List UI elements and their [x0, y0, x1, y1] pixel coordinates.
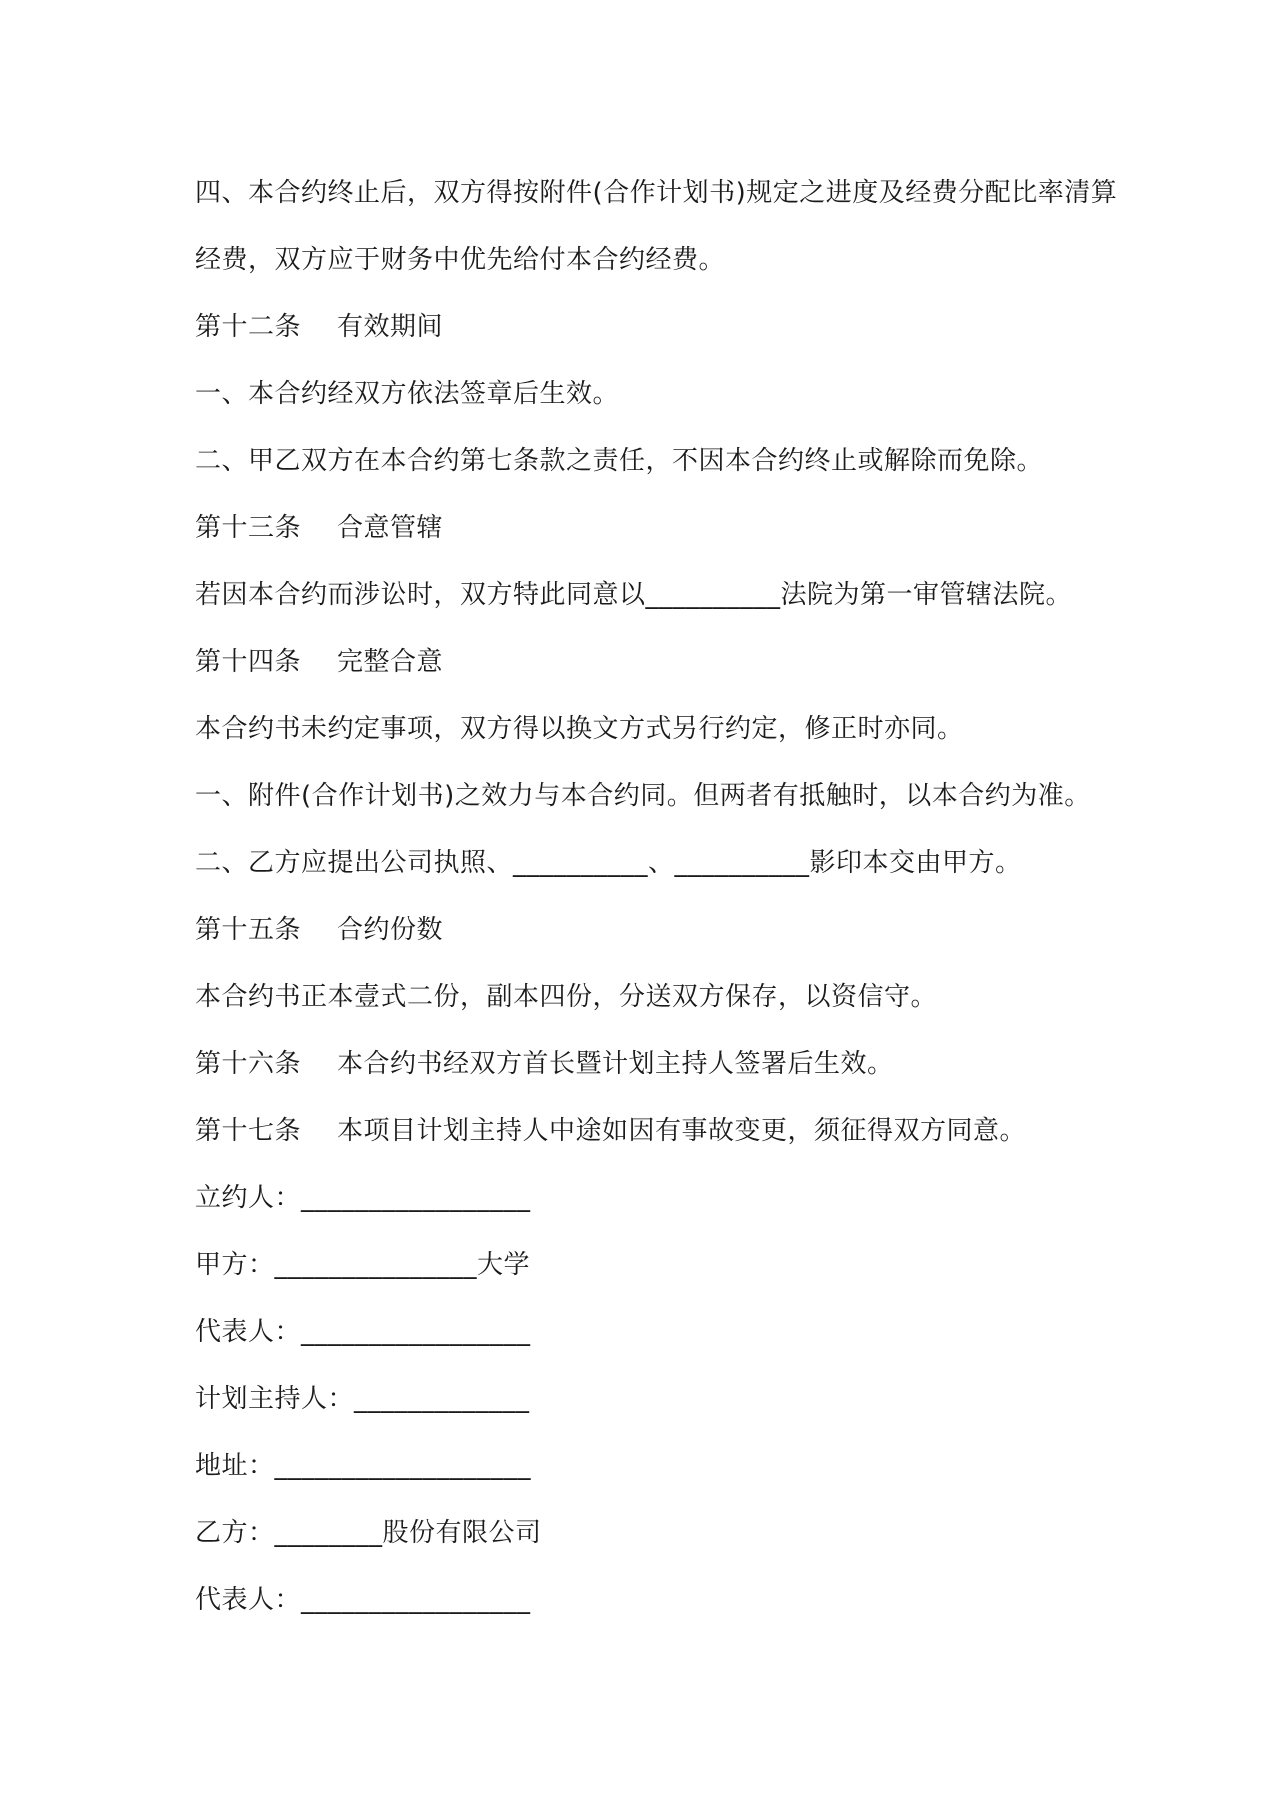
signature-line-contractor: 立约人：_________________	[195, 1183, 531, 1213]
article-title: 合约份数	[337, 915, 444, 945]
signature-line-project-lead: 计划主持人：_____________	[195, 1384, 530, 1414]
article-heading-16	[195, 1039, 1095, 1106]
signature-line-party-b: 乙方：________股份有限公司	[195, 1518, 542, 1548]
article-number: 第十二条	[195, 312, 302, 342]
article-title: 合意管辖	[337, 513, 444, 543]
paragraph-line: 二、甲乙双方在本合约第七条款之责任，不因本合约终止或解除而免除。	[195, 446, 1044, 476]
paragraph-line: 本合约书未约定事项，双方得以换文方式另行约定，修正时亦同。	[195, 714, 964, 744]
article-title: 有效期间	[337, 312, 444, 342]
article-heading-12	[195, 302, 1095, 369]
article-heading-15	[195, 905, 1095, 972]
article-number: 第十四条	[195, 647, 302, 677]
article-number: 第十六条	[195, 1049, 302, 1079]
article-title: 本合约书经双方首长暨计划主持人签署后生效。	[337, 1049, 894, 1079]
paragraph-line: 一、本合约经双方依法签章后生效。	[195, 379, 620, 409]
article-heading-13	[195, 503, 1095, 570]
paragraph-line: 本合约书正本壹式二份，副本四份，分送双方保存，以资信守。	[195, 982, 938, 1012]
article-heading-17	[195, 1106, 1095, 1173]
document-body	[195, 168, 1118, 1642]
paragraph-line: 二、乙方应提出公司执照、__________、__________影印本交由甲方。	[195, 848, 1022, 878]
signature-line-representative-b: 代表人：_________________	[195, 1585, 531, 1615]
article-number: 第十三条	[195, 513, 302, 543]
paragraph-line: 若因本合约而涉讼时，双方特此同意以__________法院为第一审管辖法院。	[195, 580, 1073, 610]
signature-line-party-a: 甲方：_______________大学	[195, 1250, 531, 1280]
paragraph-line: 经费，双方应于财务中优先给付本合约经费。	[195, 245, 726, 275]
signature-line-representative-a: 代表人：_________________	[195, 1317, 531, 1347]
article-number: 第十五条	[195, 915, 302, 945]
paragraph-line: 一、附件(合作计划书)之效力与本合约同。但两者有抵触时，以本合约为准。	[195, 781, 1091, 811]
signature-line-address: 地址：___________________	[195, 1451, 532, 1481]
article-number: 第十七条	[195, 1116, 302, 1146]
article-title: 本项目计划主持人中途如因有事故变更，须征得双方同意。	[337, 1116, 1027, 1146]
article-heading-14	[195, 637, 1095, 704]
paragraph-line: 四、本合约终止后，双方得按附件(合作计划书)规定之进度及经费分配比率清算	[195, 178, 1118, 208]
article-title: 完整合意	[337, 647, 444, 677]
